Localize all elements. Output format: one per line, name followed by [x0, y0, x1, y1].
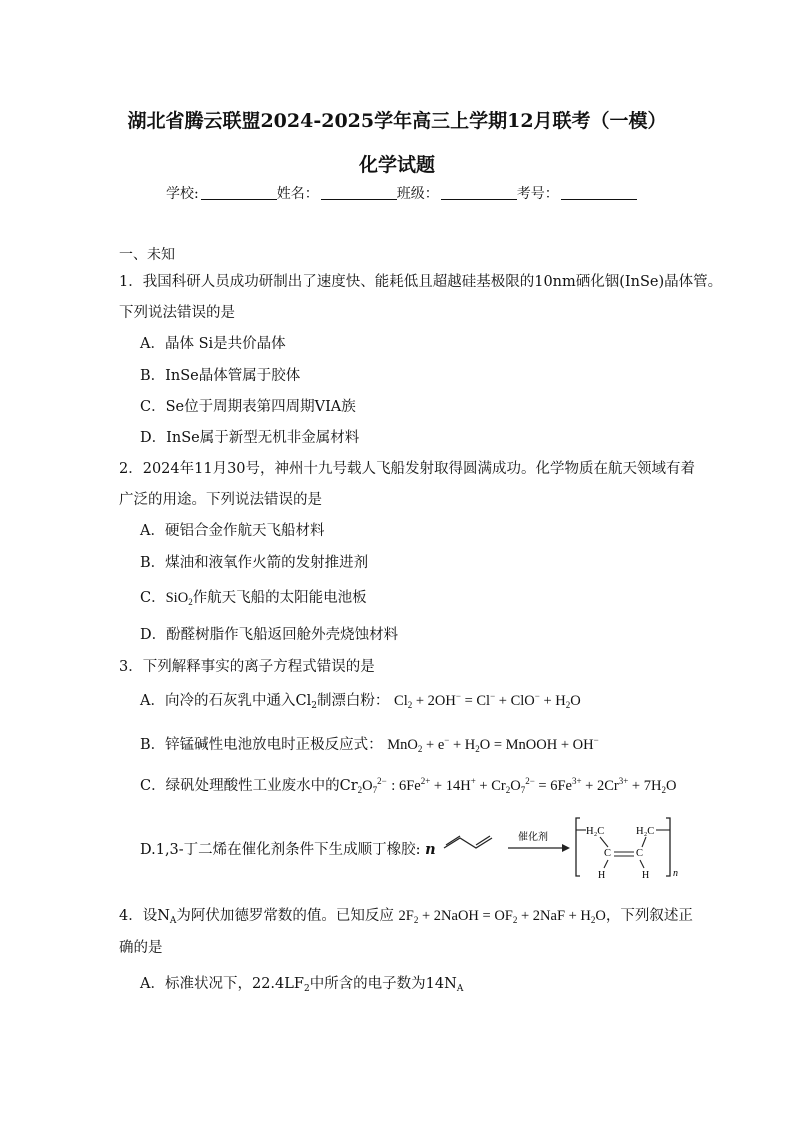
q4-stem-line2: 确的是 — [119, 940, 163, 956]
q3-option-b[interactable] — [140, 733, 599, 754]
q1-stem-line2: 下列说法错误的是 — [119, 305, 235, 321]
exam-title: 湖北省腾云联盟2024-2025学年高三上学期12月联考（一模） — [127, 110, 667, 132]
q1-option-b[interactable]: B．InSe晶体管属于胶体 — [140, 368, 301, 384]
catalyst-label: 催化剂 — [518, 832, 548, 843]
q2-option-c[interactable] — [140, 586, 367, 607]
h-right: H — [642, 870, 650, 881]
exam-subtitle: 化学试题 — [358, 154, 435, 176]
school-field[interactable] — [201, 185, 277, 200]
q2-option-c-text: 作航天飞船的太阳能电池板 — [192, 590, 367, 606]
q2-option-b[interactable]: B．煤油和液氧作火箭的发射推进剂 — [140, 555, 369, 571]
q2-stem-line2: 广泛的用途。下列说法错误的是 — [119, 492, 322, 508]
q3-stem: 3．下列解释事实的离子方程式错误的是 — [119, 659, 375, 675]
polymer-bracket-left — [576, 818, 580, 876]
h2c-right: H₂C — [636, 826, 655, 837]
exam-no-field[interactable] — [561, 185, 637, 200]
class-label: 班级： — [396, 186, 439, 202]
school-label: 学校: — [166, 186, 199, 202]
q3-option-d[interactable]: D.1,3-丁二烯在催化剂条件下生成顺丁橡胶: n — [140, 841, 436, 858]
q4-stem-line1: 4．设$N_A$为阿伏加德罗常数的值。已知反应 $2F_2$ + 2NaOH = $OF_2 + 2NaF + H_2O$，下列叙述正 — [119, 908, 693, 926]
q4-option-a[interactable]: A．标准状况下，$22.4LF_2$中所含的电子数为$14N_A$ — [140, 976, 464, 994]
sio2-formula: SiO$_2$ — [165, 590, 193, 607]
q1-option-a[interactable]: A．晶体 Si是共价晶体 — [140, 336, 286, 352]
q3-option-b-text: B．锌锰碱性电池放电时正极反应式： — [140, 737, 383, 753]
q3-option-c[interactable]: C．绿矾处理酸性工业废水中的$Cr_2O_7^{2-}$ : $6Fe^{2+} + 14H^+ + Cr_2O_7^{2-} = 6Fe^{3+} + 2Cr^{3+} + 7H_2O$ — [140, 776, 677, 795]
q1-stem-line1: 1．我国科研人员成功研制出了速度快、能耗低且超越硅基极限的10nm硒化铟(InSe)晶体管。 — [119, 274, 723, 290]
q2-option-d[interactable]: D．酚醛树脂作飞船返回舱外壳烧蚀材料 — [140, 627, 399, 643]
q2-option-c-prefix: C． — [140, 590, 166, 606]
q3-option-a-text: A．向冷的石灰乳中通入Cl — [140, 693, 312, 709]
class-field[interactable] — [441, 185, 517, 200]
c-left: C — [604, 848, 612, 859]
q3-option-d-text: D.1,3-丁二烯在催化剂条件下生成顺丁橡胶: — [140, 842, 426, 858]
q3-option-b-equation: $MnO_2 + e^- + H_2O$ = MnOOH + OH− — [387, 735, 599, 754]
butadiene-polymerization-scheme — [440, 810, 690, 882]
q2-option-a[interactable]: A．硬铝合金作航天飞船材料 — [140, 523, 325, 539]
h-left: H — [598, 870, 606, 881]
q3-option-c-equation: : $6Fe^{2+} + 14H^+ + Cr_2O_7^{2-} = 6Fe^{3+} + 2Cr^{3+} + 7H_2O$ — [391, 776, 677, 795]
repeat-n: n — [673, 868, 678, 879]
q3-option-a-equation: $Cl_2 + 2OH^- = Cl^- + ClO^- + H_2O$ — [394, 691, 581, 710]
reaction-arrow — [508, 830, 570, 852]
name-label: 姓名： — [276, 186, 319, 202]
q2-stem-line1: 2．2024年11月30号，神州十九号载人飞船发射取得圆满成功。化学物质在航天领域有着 — [119, 461, 696, 477]
name-field[interactable] — [321, 185, 397, 200]
q3-option-c-text: C．绿矾处理酸性工业废水中的Cr — [140, 778, 358, 794]
exam-no-label: 考号： — [516, 186, 559, 202]
c-right: C — [636, 848, 644, 859]
q1-option-c[interactable]: C．Se位于周期表第四周期VIA族 — [140, 399, 356, 415]
h2c-left: H₂C — [586, 826, 605, 837]
section-heading: 一、未知 — [119, 247, 175, 263]
q4-reaction-equation: $2F_2$ + 2NaOH = $OF_2 + 2NaF + H_2O$ — [398, 908, 606, 925]
student-info-row — [166, 183, 637, 203]
polymer-bracket-right — [666, 818, 670, 876]
butadiene-structure — [444, 836, 492, 848]
q3-option-a[interactable]: A．向冷的石灰乳中通入$Cl_2$制漂白粉： $Cl_2 + 2OH^- = Cl^- + ClO^- + H_2O$ — [140, 691, 581, 711]
q1-option-d[interactable]: D．InSe属于新型无机非金属材料 — [140, 430, 360, 446]
